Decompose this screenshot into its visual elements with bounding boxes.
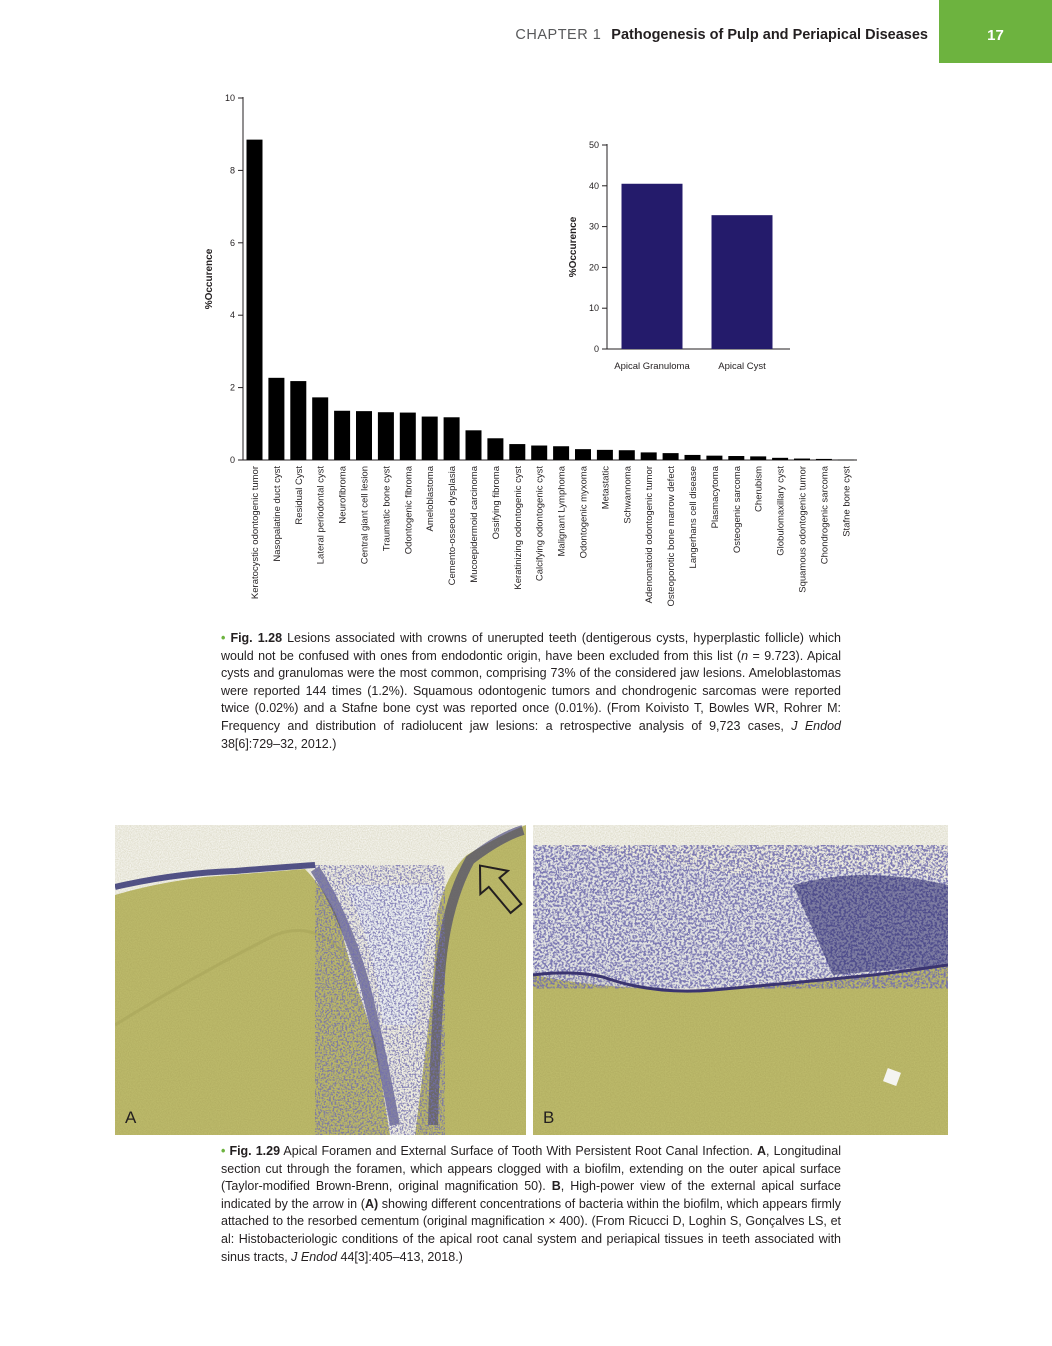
x-category-label: Calcifying odontogenic cyst [534,466,546,582]
figure-label: Fig. 1.28 [230,631,283,645]
bar [268,378,284,460]
caption-text: showing different concentrations of bacteria within the biofilm, which appears firmly attached to the resorbed cementum (original magnification × 400). (From Ricucci D, Loghin S, Gonçalves LS, et al: Histobacteriologic conditions of the apical root canal system and periapical tissues in teeth associated with sinus tracts, [221,1196,841,1264]
x-category-label: Apical Cyst [718,361,766,372]
bar [487,438,503,460]
caption-text: 44[3]:405–413, 2018.) [337,1249,463,1264]
caption-italic: n [741,648,749,663]
x-category-label: Keratinizing odontogenic cyst [512,466,524,590]
x-category-label: Ossifying fibroma [490,466,502,540]
caption-text: , High-power view of the external apical surface indicated by the arrow in ( [221,1179,841,1211]
y-tick-label: 0 [593,344,599,354]
caption-bullet: • [221,631,231,645]
y-tick-label: 30 [588,221,599,232]
bar [641,452,657,460]
bar [444,417,460,460]
caption-text: Lesions associated with crowns of unerupted teeth (dentigerous cysts, hyperplastic follicle) which would not be confused with ones from endodontic origin, have been excluded from this list ( [221,631,841,663]
bar [772,458,788,460]
chapter-title: Pathogenesis of Pulp and Periapical Diseases [611,27,928,43]
x-category-label: Osteoporotic bone marrow defect [666,466,678,607]
x-category-label: Langerhans cell disease [688,466,699,569]
panel-ref-a-inline: A) [364,1196,379,1211]
figure-caption-1-29 [221,1143,841,1266]
bar [575,449,591,460]
x-category-label: Globulomaxillary cyst [775,466,787,556]
figure-label: Fig. 1.29 [229,1144,281,1158]
x-category-label: Schwannoma [622,466,634,524]
y-tick-label: 20 [588,262,599,273]
caption-text: 38[6]:729–32, 2012.) [221,736,337,751]
bar [663,453,679,460]
panel-ref-b: B [551,1179,561,1194]
x-category-label: Mucoepidermoid carcinoma [469,466,480,583]
bar [247,140,263,460]
x-category-label: Cemento-osseous dysplasia [447,466,459,586]
bar [400,413,416,460]
y-tick-label: 4 [229,310,235,321]
caption-text: = 9.723). Apical cysts and granulomas were the most common, comprising 73% of the considered jaw lesions. Ameloblastomas were reported 144 times (1.2%). Squamous odontogenic tumors and chondrogenic sarcomas were reported twice (0.02%) and a Stafne bone cyst was reported once (0.01%). (From Koivisto T, Bowles WR, Rohrer M: Frequency and distribution of radiolucent jaw lesions: a retrospective analysis of 9,723 cases, [221,648,841,733]
bar [728,456,744,460]
x-category-label: Residual Cyst [293,466,305,525]
x-category-label: Stafne bone cyst [841,466,853,537]
page-number: 17 [939,0,1052,63]
x-category-label: Neurofibroma [337,466,349,524]
x-category-label: Adenomatoid odontogenic tumor [644,466,656,604]
bar [597,450,613,460]
x-category-label: Odontogenic myxoma [578,466,590,559]
x-category-label: Osteogenic sarcoma [731,466,743,554]
bar [712,215,773,349]
journal-name: J Endod [791,718,841,733]
figure-title: Apical Foramen and External Surface of Tooth With Persistent Root Canal Infection. [283,1144,753,1158]
bar [794,459,810,460]
x-category-label: Malignant Lymphoma [556,466,568,557]
y-tick-label: 40 [588,180,599,191]
x-category-label: Central giant cell lesion [359,466,371,565]
journal-name: J Endod [291,1249,338,1264]
y-axis-label: %Occurence [204,248,215,310]
x-category-label: Nasopalatine duct cyst [271,466,283,562]
x-category-label: Cherubism [753,466,765,512]
page-header [0,0,1052,63]
x-category-label: Keratocystic odontogenic tumor [250,466,261,600]
micrograph-b-image [533,825,948,1135]
micrograph-a-image [115,825,526,1135]
micrograph-panel-b [533,825,948,1135]
bar [706,456,722,460]
micrograph-panel-a [115,825,526,1135]
y-tick-label: 50 [588,140,599,150]
bar [312,397,328,460]
y-tick-label: 8 [229,165,235,176]
x-category-label: Odontogenic fibroma [403,466,415,555]
bar [622,184,683,349]
x-category-label: Metastatic [600,466,612,510]
y-tick-label: 6 [229,237,235,248]
running-head [515,27,928,43]
bar [509,444,525,460]
x-category-label: Apical Granuloma [614,361,690,372]
y-tick-label: 10 [588,303,599,314]
bar [685,455,701,460]
caption-bullet: • [221,1144,230,1158]
bar [466,430,482,460]
y-axis-label: %Occurence [568,216,579,278]
y-tick-label: 10 [224,93,235,103]
panel-label-b: B [543,1108,555,1127]
bar [334,411,350,460]
x-category-label: Lateral periodontal cyst [315,466,327,565]
bar [378,412,394,460]
inset-bar-chart [555,135,805,385]
caption-text: , Longitudinal section cut through the foramen, which appears clogged with a biofilm, extending on the outer apical surface (Taylor-modified Brown-Brenn, original magnification 50). [221,1144,841,1194]
bar [422,417,438,460]
bar [838,460,854,461]
x-category-label: Ameloblastoma [425,466,437,532]
figure-caption-1-28 [221,630,841,753]
bar [356,411,372,460]
x-category-label: Traumatic bone cyst [381,466,393,552]
bar [750,456,766,460]
bar [816,459,832,460]
y-tick-label: 2 [229,382,235,393]
bar [553,446,569,460]
x-category-label: Chondrogenic sarcoma [819,466,831,565]
panel-ref-a: A [757,1144,767,1158]
y-tick-label: 0 [229,455,235,465]
bar [531,446,547,460]
x-category-label: Plasmacytoma [709,466,721,529]
bar [619,450,635,460]
x-category-label: Squamous odontogenic tumor [797,466,809,593]
chapter-label: CHAPTER 1 [515,27,602,43]
bar [290,381,306,460]
panel-label-a: A [125,1108,137,1127]
